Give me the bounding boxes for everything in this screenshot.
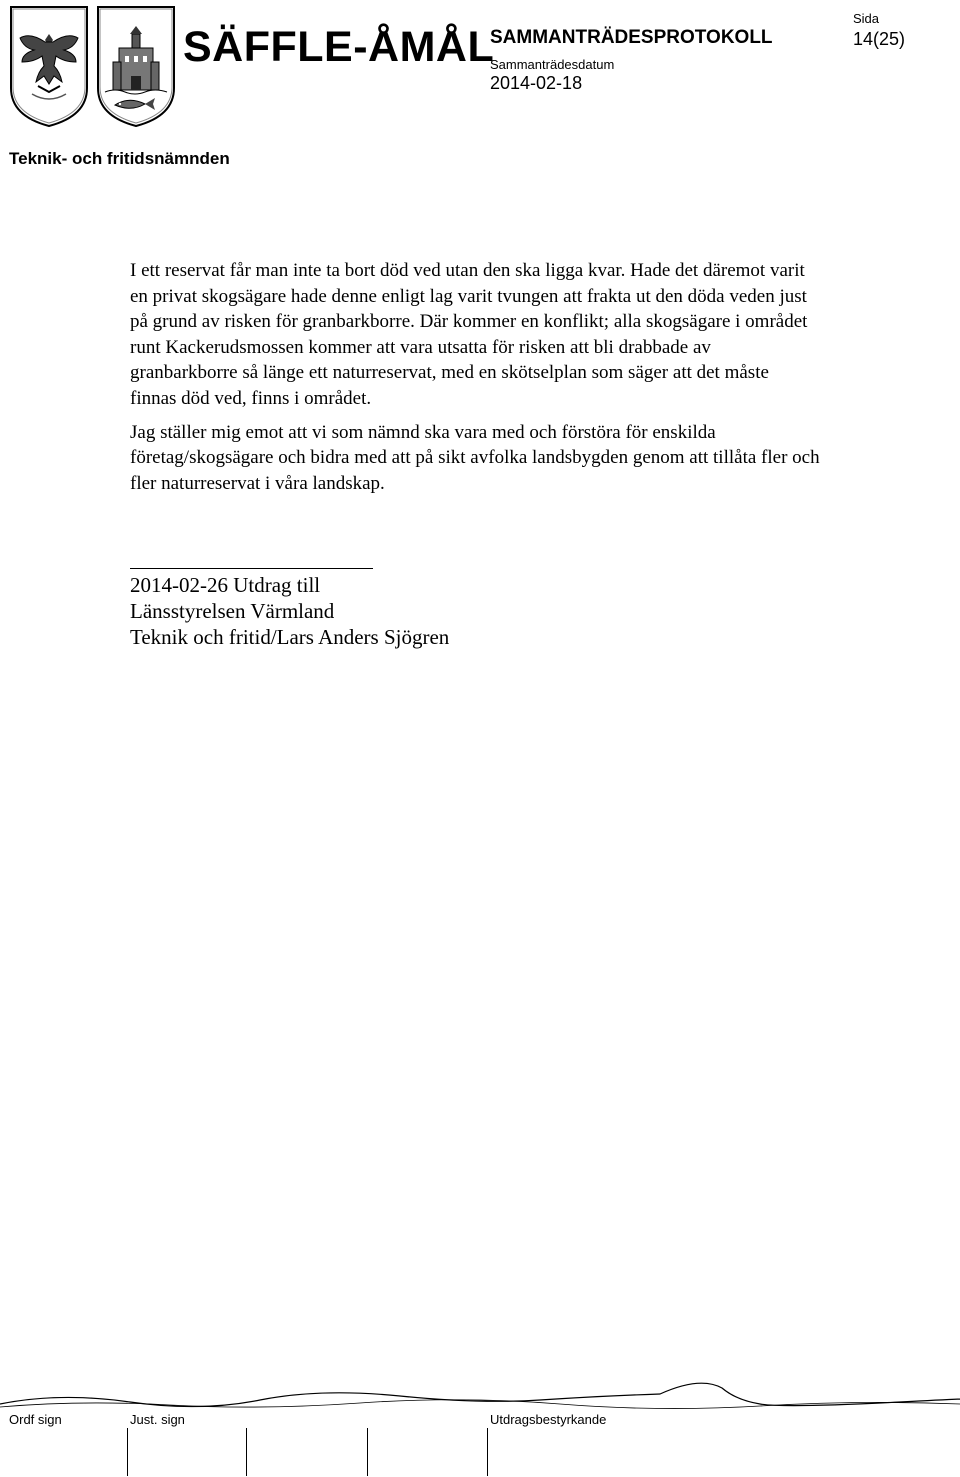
extract-date-line: 2014-02-26 Utdrag till: [130, 573, 321, 597]
meeting-date: 2014-02-18: [490, 73, 583, 93]
signature-divider: [127, 1428, 128, 1476]
meeting-date-label: Sammanträdesdatum: [490, 57, 615, 72]
castle-fish-coat-of-arms-icon: [95, 4, 177, 128]
eagle-coat-of-arms-icon: [8, 4, 90, 128]
body-text: [130, 258, 820, 504]
extract-recipient: Länsstyrelsen Värmland: [130, 599, 335, 623]
paragraph: Jag ställer mig emot att vi som nämnd ska vara med och förstöra för enskilda företag/skogsägare och bidra med att på sikt avfolka landsbygden genom att tillåta fler och fler naturreservat i våra landskap.: [130, 421, 820, 494]
document-type: SAMMANTRÄDESPROTOKOLL: [490, 27, 773, 48]
paragraph: I ett reservat får man inte ta bort död ved utan den ska ligga kvar. Hade det däremot varit en privat skogsägare hade denne enligt lag varit tvungen att frakta ut den döda veden just på grund av risken för granbarkborre. Där kommer en konflikt; alla skogsägare i området runt Kackerudsmossen kommer att vara utsatta för risken att bli drabbade av granbarkborre så länge ett naturreservat, med en skötselplan som säger att det måste finnas död ved, finns i området.: [130, 260, 808, 409]
page-label: Sida: [853, 11, 880, 26]
municipality-logo-text: SÄFFLE-ÅMÅL: [183, 23, 495, 71]
footer-extract-certification-label: Utdragsbestyrkande: [490, 1412, 607, 1427]
signature-divider: [246, 1428, 247, 1476]
extract-recipients: [130, 572, 449, 650]
page-number: 14(25): [853, 29, 906, 49]
signature-divider: [367, 1428, 368, 1476]
footer-wave-decoration: [0, 1370, 960, 1410]
separator-line: [130, 568, 373, 569]
footer-adjuster-signature-label: Just. sign: [130, 1412, 185, 1427]
extract-recipient: Teknik och fritid/Lars Anders Sjögren: [130, 625, 450, 649]
signature-divider: [487, 1428, 488, 1476]
footer-chair-signature-label: Ordf sign: [9, 1412, 62, 1427]
committee-title: Teknik- och fritidsnämnden: [9, 149, 230, 168]
